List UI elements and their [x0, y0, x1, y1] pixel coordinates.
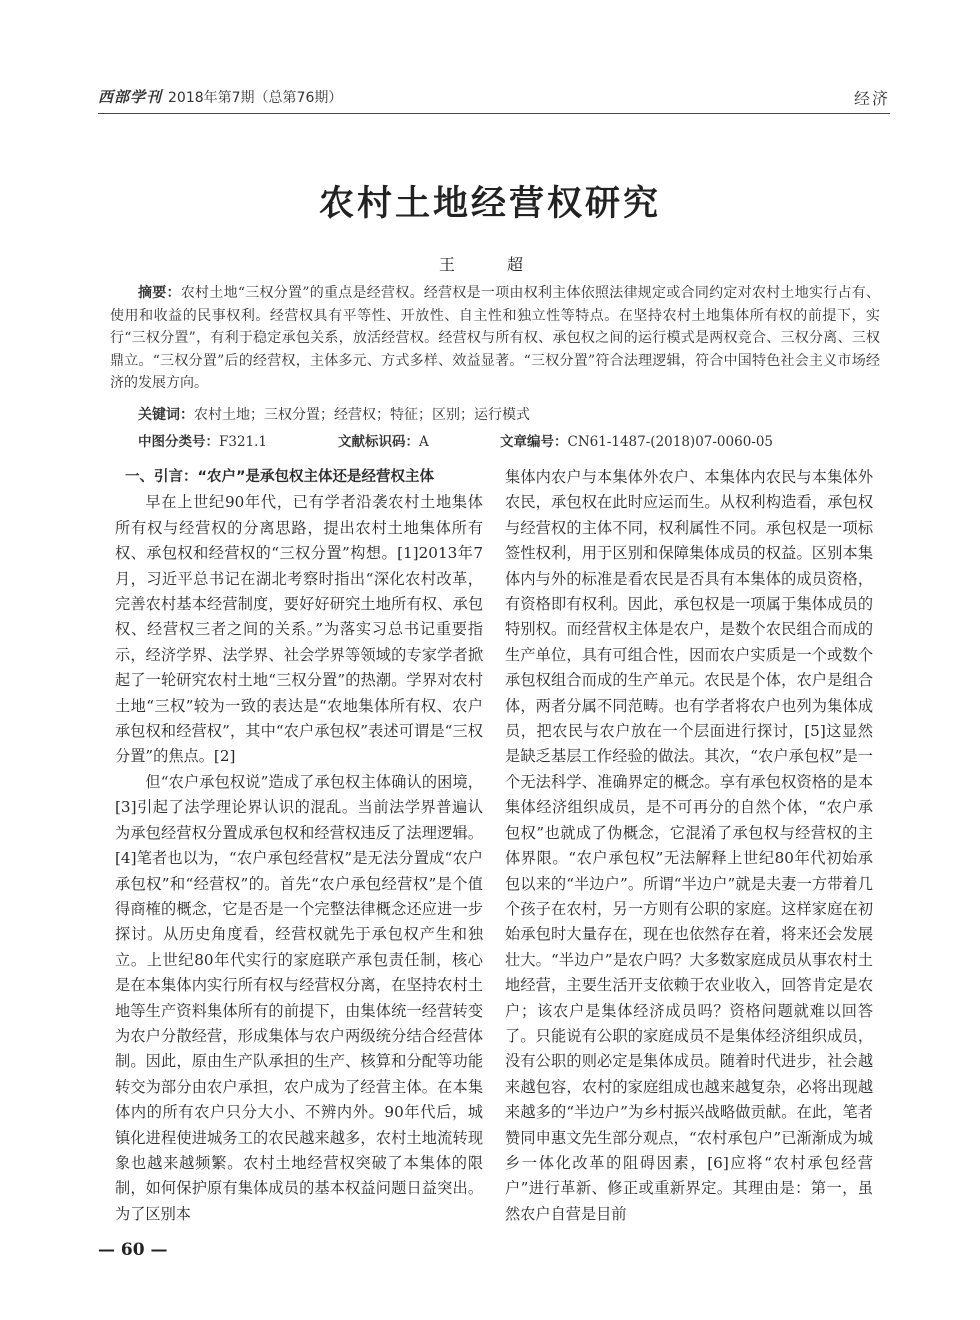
article-no-label: 文章编号：	[500, 434, 568, 450]
journal-name: 西部学刊	[98, 88, 163, 106]
clc-number	[138, 430, 267, 450]
clc-value: F321.1	[219, 434, 268, 450]
header-rule	[98, 113, 890, 114]
keywords-label: 关键词：	[138, 407, 194, 423]
left-column	[115, 465, 483, 1227]
article-number	[500, 430, 773, 450]
document-code	[338, 430, 429, 450]
abstract	[110, 282, 880, 395]
clc-label: 中图分类号：	[138, 434, 219, 450]
keywords-text: 农村土地；三权分置；经营权；特征；区别；运行模式	[194, 407, 530, 423]
section-label: 经济	[853, 89, 890, 108]
issue-info: 2018年第7期（总第76期）	[168, 90, 343, 106]
article-title: 农村土地经营权研究	[318, 183, 661, 224]
running-header	[98, 86, 890, 108]
author: 王 超	[438, 255, 541, 274]
page-number: — 60 —	[98, 1240, 168, 1260]
doc-code-label: 文献标识码：	[338, 434, 419, 450]
keywords	[138, 404, 530, 424]
body-paragraph: 但“农户承包权说”造成了承包权主体确认的困境，[3]引起了法学理论界认识的混乱。当前法学界普遍认为承包经营权分置成承包权和经营权违反了法理逻辑。[4]笔者也以为，“农户承包经营权”是无法分置成“农户承包权”和“经营权”的。首先“农户承包经营权”是个值得商榷的概念，它是否是一个完整法律概念还应进一步探讨。从历史角度看，经营权就先于承包权产生和独立。上世纪80年代实行的家庭联产承包责任制，核心是在本集体内实行所有权与经营权分离，在坚持农村土地等生产资料集体所有的前提下，由集体统一经营转变为农户分散经营，形成集体与农户两级统分结合经营体制。因此，原由生产队承担的生产、核算和分配等功能转交为部分由农户承担，农户成为了经营主体。在本集体内的所有农户只分大小、不辨内外。90年代后，城镇化进程使进城务工的农民越来越多，农村土地流转现象也越来越频繁。农村土地经营权突破了本集体的限制，如何保护原有集体成员的基本权益问题日益突出。为了区别本	[115, 772, 483, 1223]
article-no-value: CN61-1487-(2018)07-0060-05	[567, 434, 774, 450]
section-heading: 一、引言：“农户”是承包权主体还是经营权主体	[125, 469, 435, 485]
right-column	[505, 465, 873, 1227]
body-paragraph: 集体内农户与本集体外农户、本集体内农民与本集体外农民，承包权在此时应运而生。从权利构造看，承包权与经营权的主体不同，权利属性不同。承包权是一项标签性权利，用于区别和保障集体成员的权益。区别本集体内与外的标准是看农民是否具有本集体的成员资格，有资格即有权利。因此，承包权是一项属于集体成员的特别权。而经营权主体是农户，是数个农民组合而成的生产单位，具有可组合性，因而农户实质是一个或数个承包权组合而成的生产单元。农民是个体，农户是组合体，两者分属不同范畴。也有学者将农户也列为集体成员，把农民与农户放在一个层面进行探讨，[5]这显然是缺乏基层工作经验的做法。其次，“农户承包权”是一个无法科学、准确界定的概念。享有承包权资格的是本集体经济组织成员，是不可再分的自然个体，“农户承包权”也就成了伪概念，它混淆了承包权与经营权的主体界限。“农户承包权”无法解释上世纪80年代初始承包以来的“半边户”。所谓“半边户”就是夫妻一方带着几个孩子在农村，另一方则有公职的家庭。这样家庭在初始承包时大量存在，现在也依然存在着，将来还会发展壮大。“半边户”是农户吗？大多数家庭成员从事农村土地经营，主要生活开支依赖于农业收入，回答肯定是农户；该农户是集体经济成员吗？资格问题就难以回答了。只能说有公职的家庭成员不是集体经济组织成员，没有公职的则必定是集体成员。随着时代进步，社会越来越包容，农村的家庭组成也越来越复杂，必将出现越来越多的“半边户”为乡村振兴战略做贡献。在此，笔者赞同申惠文先生部分观点，“农村承包户”已渐渐成为城乡一体化改革的阻碍因素，[6]应将“农村承包经营户”进行革新、修正或重新界定。其理由是：第一，虽然农户自营是目前	[505, 468, 873, 1223]
abstract-text: 农村土地“三权分置”的重点是经营权。经营权是一项由权利主体依照法律规定或合同约定对农村土地实行占有、使用和收益的民事权利。经营权具有平等性、开放性、自主性和独立性等特点。在坚持农村土地集体所有权的前提下，实行“三权分置”，有利于稳定承包关系，放活经营权。经营权与所有权、承包权之间的运行模式是两权竞合、三权分离、三权鼎立。“三权分置”后的经营权，主体多元、方式多样、效益显著。“三权分置”符合法理逻辑，符合中国特色社会主义市场经济的发展方向。	[110, 285, 881, 391]
doc-code-value: A	[419, 434, 429, 450]
body-paragraph: 早在上世纪90年代，已有学者沿袭农村土地集体所有权与经营权的分离思路，提出农村土地集体所有权、承包权和经营权的“三权分置”构想。[1]2013年7月，习近平总书记在湖北考察时指出“深化农村改革，完善农村基本经营制度，要好好研究土地所有权、承包权、经营权三者之间的关系。”为落实习总书记重要指示，经济学界、法学界、社会学界等领域的专家学者掀起了一轮研究农村土地“三权分置”的热潮。学界对农村土地“三权”较为一致的表达是“农地集体所有权、农户承包权和经营权”，其中“农户承包权”表述可谓是“三权分置”的焦点。[2]	[115, 493, 483, 766]
abstract-label: 摘要：	[138, 285, 181, 301]
